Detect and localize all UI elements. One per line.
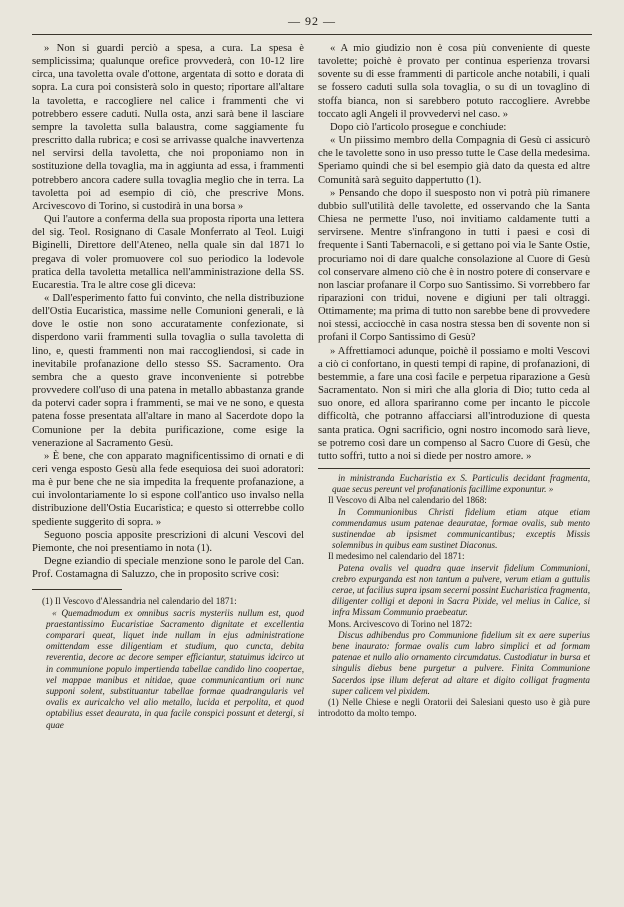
paragraph: » Pensando che dopo il suesposto non vi potrà più rimanere dubbio sull'utilità delle tavolette, ed osservando che la Santa Chiesa ne permette l'uso, noi invitiamo caldamente tutti a servirsene. Mentre s'infrangono in tutti i paesi e così di frequente i Santi Tabernacoli, e si gettano poi via le Sante Ostie, procuriamo noi di dare qualche consolazione al Cuore di Gesù col conservare almeno ciò che è in nostro potere di conservare e non lasciar profanare il Corpo suo Santissimo. Si vorrebbero far riparazioni con tridui, novene e digiuni per tali oltraggi. Ottimamente; ma prima di tutto non sarebbe bene di provvedere noi stessi, acciocchè in casa nostra stessa ben di sovente non si profani il Corpo Santissimo di Gesù?: [318, 187, 590, 344]
footnote-latin: Patena ovalis vel quadra quae inservit fidelium Communioni, crebro expurganda est non tantum a pulvere, verum etiam a guttulis cerae, ut facilius supra ipsam secerni possint Eucharistica fragmenta, diligenter colligi et deponi in Sacra Pixide, vel melius in Calice, si infra Missam Communio praebeatur.: [332, 562, 590, 618]
page-number: — 92 —: [288, 14, 336, 28]
header-rule: [32, 34, 592, 35]
paragraph: » Affrettiamoci adunque, poichè il possiamo e molti Vescovi a ciò ci confortano, in questi tempi di rapine, di profanazioni, di bestemmie, a fare una così facile e perpetua riparazione a Gesù Sacramentato. Non si mirì che alla gloria di Dio; tutto ceda al suo onore, ed allora spariranno come per incanto le piccole difficoltà, che potranno affacciarsi all'introduzione di questa santa pratica. Ogni sacrificio, ogni nostro incomodo sarà lieve, se potremo così dare un compenso al Sacro Cuore di Gesù, che tutto soffrì, tutto a noi si diede per nostro amore. »: [318, 345, 590, 462]
footnote-lead: Mons. Arcivescovo di Torino nel 1872:: [328, 618, 473, 629]
right-column: [318, 42, 590, 719]
footnote-lead: Il medesimo nel calendario del 1871:: [328, 551, 465, 562]
paragraph: « A mio giudizio non è cosa più conveniente di queste tavolette; poichè è provato per continua esperienza trovarsi sovente su di esse frammenti di particole anche notabili, i quali se fossero caduti sulla sola tovaglia, o su di un tovaglino di stoffa bianca, non si sarebbero potuto raccogliere. Avrebbe toccato agli Angeli il provvedervi nel caso. »: [318, 43, 590, 120]
footnote-latin: Discus adhibendus pro Communione fidelium sit ex aere superius bene inaurato: formae ovalis cum labro simplici et ad formam patenae et nullo alio ornamento circumdatus. Custodiatur in bursa et singulis diebus bene purgetur a pulvere. Finita Communione Sacerdos ipse illum deferat ad altare et digito colligat fragmenta super calicem vel pixidem.: [332, 629, 590, 696]
footnote-continuation: [318, 473, 590, 719]
footnote-lead: Il Vescovo di Alba nel calendario del 1868:: [328, 495, 487, 506]
footnote-latin: In Communionibus Christi fidelium etiam atque etiam commendamus usum patenae deauratae, formae ovalis, sub mento sustinendae ab ipsismet communicantibus; exceptis Missis solemnibus in quibus eam sustinet Diaconus.: [332, 506, 590, 551]
footnote: [32, 596, 304, 730]
paragraph: » Non si guardi perciò a spesa, a cura. La spesa è semplicissima; qualunque orefice provvederà, con 10-12 lire circa, una tavoletta ovale d'ottone, argentata di sotto e dorata di sopra. La cura poi consisterà solo in questo; riportare all'altare la tavoletta, e raccogliere nel calice i frammenti che vi potrebbero essere caduti. Nulla osta, anzi sarà bene il lasciare sempre la tavoletta sulla balaustra, come saggiamente fu prescritto dalla rubrica; e così se arrivasse qualche inavvertenza nel servirsi della tavoletta, che noi proponiamo non in sostituzione della tovaglia, ma in aggiunta ad essa, i frammenti potrebbero ancora cadere sulla tovaglia meglio che in terra. La tavoletta poi ad esempio di ciò, che prescrive Mons. Arcivescovo di Torino, si custodirà in una borsa »: [32, 43, 304, 212]
paragraph: Qui l'autore a conferma della sua proposta riporta una lettera del sig. Teol. Rosignano di Casale Monferrato al Teol. Luigi Biginelli, Direttore dell'Ateneo, nella quale sin dal 1871 lo pregava di voler promuovere col suo periodico la lodevole pratica della tavoletta metallica nell'amministrazione della SS. Eucarestia. Tra le altre cose gli diceva:: [32, 214, 304, 291]
footnote-lead: (1) Il Vescovo d'Alessandria nel calendario del 1871:: [42, 596, 237, 607]
footnote-latin: in ministranda Eucharistia ex S. Particulis decidant fragmenta, quae secus pereunt vel profanationis facillime exponuntur. »: [332, 473, 590, 495]
footnote-latin: « Quemadmodum ex omnibus sacris mysteriis nullum est, quod praestantissimo Eucaristiae Sacramento dignitate et excellentia comparari queat, liquet inde nullam in ejus administratione omittendam esse diligentiam et studium, quo cuncta, debita reverentia, decore ac decore semper efficiantur, statuimus idcirco ut in communione populo impertienda tabellae candido lino coopertae, vel mappae manibus et nitidae, quae communicantium ori nunc supponi solent, substituantur tabellae formae quadrangularis vel ovalis ex auricalcho vel alio metallo, lucida et perpolita, et quod optabilius esset deaurata, in qua facile conspici possunt et detergi, si quae: [46, 607, 304, 730]
footnote-separator: [318, 468, 590, 469]
paragraph: Degne eziandio di speciale menzione sono le parole del Can. Prof. Costamagna di Saluzzo, che in proposito scrive così:: [32, 556, 304, 581]
footnote-separator: [32, 589, 122, 590]
footnote-note: (1) Nelle Chiese e negli Oratorii dei Salesiani questo uso è già pure introdotto da molto tempo.: [318, 697, 590, 719]
paragraph: Seguono poscia apposite prescrizioni di alcuni Vescovi del Piemonte, che noi presentiamo in nota (1).: [32, 529, 304, 554]
left-column: [32, 42, 304, 731]
paragraph: « Dall'esperimento fatto fui convinto, che nella distribuzione dell'Ostia Eucaristica, massime nelle Comunioni generali, e là dove le ostie non sono accuratamente confezionate, si disperdono varii frammenti sulla tovaglia o sulla tavoletta di lino, e, questi frammenti non mai raccogliendosi, si cade in inevitabile profanazione dello stesso SS. Sacramento. Ora sembra che a questo grave inconveniente si potrebbe provvedere coll'uso di una patena in metallo abbastanza grande da potervi cader sopra i frammenti, se mai ve ne sono, e questa patena fosse presentata all'altare in mano al Sacerdote dopo la Comunione per la debita purificazione, come esige la venerazione al Sacramento Gesù.: [32, 292, 304, 449]
paragraph: « Un piissimo membro della Compagnia di Gesù ci assicurò che le tavolette sono in uso presso tutte le Case della medesima. Speriamo quindi che si bel esempio già dato da questa ed altre Comunità sarà seguito dappertutto (1).: [318, 135, 590, 186]
paragraph: » È bene, che con apparato magnificentissimo di ornati e di ceri venga esposto Gesù alla fede esequiosa dei suoi adoratori: ma è pur bene che ne sia impedita la frequente profanazione, a cui involontariamente lo si espone coll'antico uso invalso nella distribuzione dell'Ostia Eucaristica; e questo si otterrebbe collo spediente suggerito di sopra. »: [32, 450, 304, 528]
paragraph: Dopo ciò l'articolo prosegue e conchiude:: [330, 121, 507, 133]
